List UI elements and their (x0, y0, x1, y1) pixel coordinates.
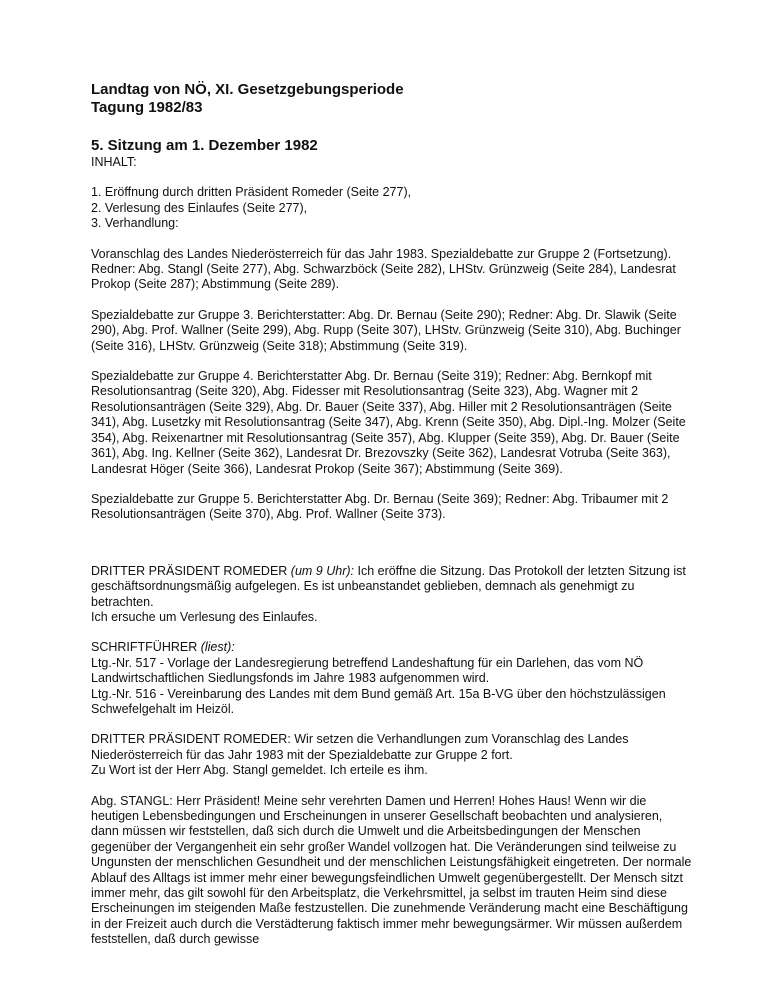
speech-text-romeder-opening: Ich eröffne die Sitzung. Das Protokoll der letzten Sitzung ist geschäftsordnungsmäßig aufgelegen. Es ist unbeanstandet geblieben, demnach als genehmigt zu betrachten. (91, 563, 686, 609)
speech-schriftfuehrer-heading (91, 640, 693, 655)
title-line-2: Tagung 1982/83 (91, 99, 203, 116)
speech-romeder-opening-line2: Ich ersuche um Verlesung des Einlaufes. (91, 609, 318, 624)
document-title (91, 81, 693, 117)
agenda-item-3: 3. Verhandlung: (91, 216, 179, 231)
document-header (91, 81, 693, 155)
agenda-item-1: 1. Eröffnung durch dritten Präsident Romeder (Seite 277), (91, 185, 412, 200)
speech-stangl: Abg. STANGL: Herr Präsident! Meine sehr verehrten Damen und Herren! Hohes Haus! Wenn wir die heutigen Lebensbedingungen und Erscheinungen in unserer Gesellschaft beobachten und analysieren, dann müssen wir feststellen, daß sich durch die Umwelt und die Arbeitsbedingungen der Menschen gegenüber der Vergangenheit ein sehr großer Wandel vollzogen hat. Die Veränderungen sind teilweise zu Ungunsten der menschlichen Gesundheit und der menschlichen Leistungsfähigkeit eingetreten. Der normale Ablauf des Alltags ist immer mehr einer bewegungsfeindlichen Umwelt gegenübergestellt. Der Mensch sitzt immer mehr, das gilt sowohl für den Arbeitsplatz, die Verkehrsmittel, ja selbst im trauten Heim sind diese Erscheinungen im steigenden Maße festzustellen. Die zunehmende Veränderung macht eine Beschäftigung in der Freizeit auch durch die Verstädterung faktisch immer mehr bewegungsärmer. Wir müssen außerdem feststellen, daß durch gewisse (91, 793, 692, 947)
speech-romeder-continuation: DRITTER PRÄSIDENT ROMEDER: Wir setzen die Verhandlungen zum Voranschlag des Landes Niederösterreich für das Jahr 1983 mit der Spezialdebatte zur Gruppe 2 fort. (91, 732, 629, 762)
toc-paragraph-gruppe3: Spezialdebatte zur Gruppe 3. Berichterstatter: Abg. Dr. Bernau (Seite 290); Redner: Abg. Dr. Slawik (Seite 290), Abg. Prof. Wallner (Seite 299), Abg. Rupp (Seite 307), LHStv. Grünzweig (Seite 310), Abg. Buchinger (Seite 316), LHStv. Grünzweig (Seite 318); Abstimmung (Seite 319). (91, 307, 681, 353)
document-content (91, 81, 693, 948)
speaker-name-schriftfuehrer: SCHRIFTFÜHRER (91, 640, 201, 655)
agenda-list (91, 185, 693, 231)
time-note: (um 9 Uhr): (290, 563, 354, 578)
einlauf-item-516: Ltg.-Nr. 516 - Vereinbarung des Landes mit dem Bund gemäß Art. 15a B-VG über den höchstzulässigen Schwefelgehalt im Heizöl. (91, 686, 666, 716)
proceedings (91, 564, 693, 948)
speech-romeder-continuation-line2: Zu Wort ist der Herr Abg. Stangl gemeldet. Ich erteile es ihm. (91, 763, 428, 778)
inhalt-label: INHALT: (91, 155, 137, 169)
toc-paragraph-gruppe4: Spezialdebatte zur Gruppe 4. Berichterstatter Abg. Dr. Bernau (Seite 319); Redner: Abg. Bernkopf mit Resolutionsantrag (Seite 320), Abg. Fidesser mit Resolutionsantrag (Seite 323), Abg. Wagner mit 2 Resolutionsanträgen (Seite 329), Abg. Dr. Bauer (Seite 337), Abg. Hiller mit 2 Resolutionsanträgen (Seite 341), Abg. Lusetzky mit Resolutionsantrag (Seite 347), Abg. Krenn (Seite 350), Abg. Dipl.-Ing. Molzer (Seite 354), Abg. Reixenartner mit Resolutionsantrag (Seite 357), Abg. Klupper (Seite 359), Abg. Dr. Bauer (Seite 361), Abg. Ing. Kellner (Seite 362), Landesrat Dr. Brezovszky (Seite 362), Landesrat Votruba (Seite 363), Landesrat Höger (Seite 366), Landesrat Prokop (Seite 367); Abstimmung (Seite 369). (91, 369, 686, 476)
agenda-item-2: 2. Verlesung des Einlaufes (Seite 277), (91, 200, 308, 215)
speech-romeder-opening (91, 564, 693, 610)
toc-paragraph-gruppe5: Spezialdebatte zur Gruppe 5. Berichterstatter Abg. Dr. Bernau (Seite 369); Redner: Abg. Tribaumer mit 2 Resolutionsanträgen (Seite 370), Abg. Prof. Wallner (Seite 373). (91, 491, 669, 522)
table-of-contents (91, 155, 693, 523)
session-heading: 5. Sitzung am 1. Dezember 1982 (91, 137, 318, 154)
stage-note-liest: (liest): (200, 640, 235, 655)
toc-paragraph-gruppe2: Voranschlag des Landes Niederösterreich für das Jahr 1983. Spezialdebatte zur Gruppe 2 (Fortsetzung). Redner: Abg. Stangl (Seite 277), Abg. Schwarzböck (Seite 282), LHStv. Grünzweig (Seite 284), Landesrat Prokop (Seite 287); Abstimmung (Seite 289). (91, 246, 676, 292)
einlauf-item-517: Ltg.-Nr. 517 - Vorlage der Landesregierung betreffend Landeshaftung für ein Darlehen, das vom NÖ Landwirtschaftlichen Siedlungsfonds im Jahre 1983 aufgenommen wird. (91, 655, 644, 686)
speaker-name-romeder: DRITTER PRÄSIDENT ROMEDER (91, 563, 291, 578)
title-line-1: Landtag von NÖ, XI. Gesetzgebungsperiode (91, 81, 404, 98)
